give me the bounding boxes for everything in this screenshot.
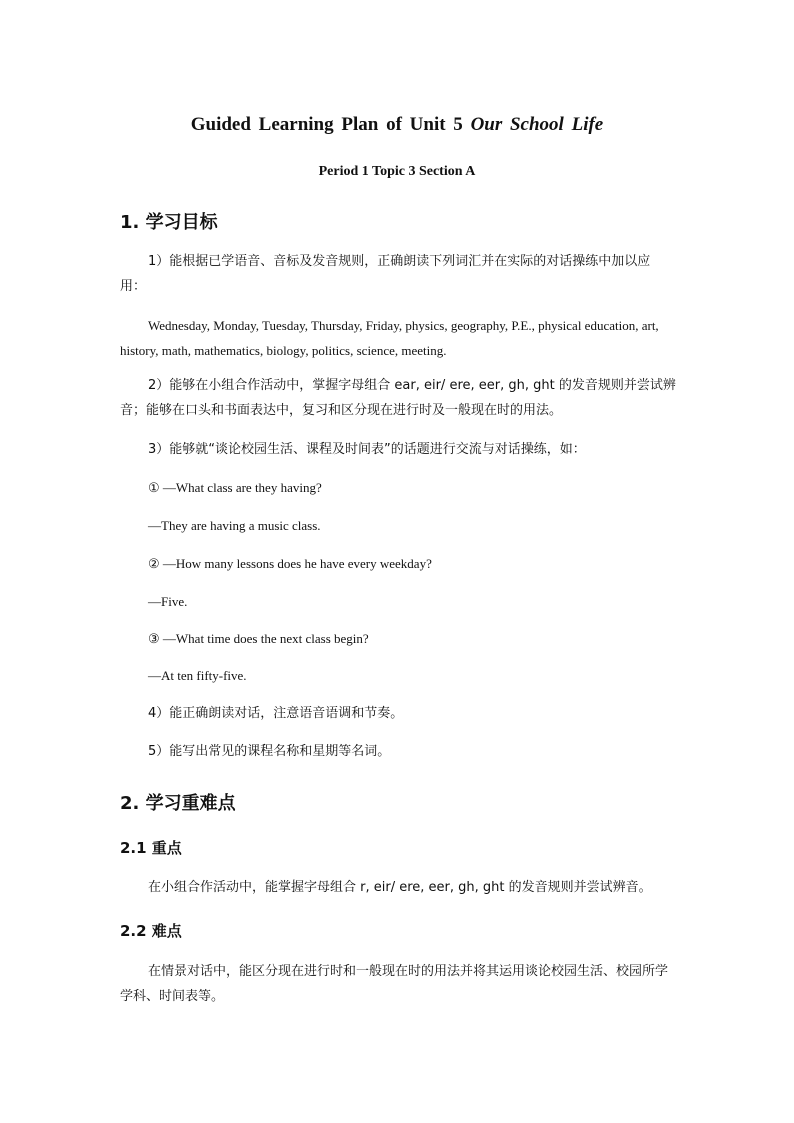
difficult-points-text: 在情景对话中，能区分现在进行时和一般现在时的用法并将其运用谈论校园生活、校园所学学科、时间表等。 <box>120 964 669 1004</box>
dialogue-3-question: ③ —What time does the next class begin? <box>148 631 369 646</box>
dialogue-3-answer: —At ten fifty-five. <box>148 668 247 683</box>
title-main: Guided Learning Plan of Unit 5 <box>190 114 463 135</box>
title-italic: Our School Life <box>470 114 604 135</box>
document-title <box>0 114 794 136</box>
objective-1: 1）能根据已学语音、音标及发音规则，正确朗读下列词汇并在实际的对话操练中加以应用： <box>120 254 651 294</box>
objective-4: 4）能正确朗读对话，注意语音语调和节奏。 <box>148 706 404 721</box>
subsection-2-1-heading: 2.1 重点 <box>120 839 182 857</box>
section-1-heading: 1. 学习目标 <box>120 212 218 233</box>
objective-3: 3）能够就“谈论校园生活、课程及时间表”的话题进行交流与对话操练，如： <box>148 442 586 457</box>
subsection-2-2-heading: 2.2 难点 <box>120 922 182 940</box>
dialogue-2-answer: —Five. <box>148 594 188 609</box>
key-points-text: 在小组合作活动中，能掌握字母组合 r, eir/ ere, eer, gh, ght 的发音规则并尝试辨音。 <box>148 880 652 895</box>
objective-5: 5）能写出常见的课程名称和星期等名词。 <box>148 744 391 759</box>
dialogue-2-question: ② —How many lessons does he have every weekday? <box>148 556 432 571</box>
section-2-heading: 2. 学习重难点 <box>120 793 236 814</box>
objective-2: 2）能够在小组合作活动中，掌握字母组合 ear, eir/ ere, eer, gh, ght 的发音规则并尝试辨音；能够在口头和书面表达中，复习和区分现在进行时及一般现在时的用法。 <box>120 378 676 418</box>
document-subtitle: Period 1 Topic 3 Section A <box>318 164 476 179</box>
vocab-list: Wednesday, Monday, Tuesday, Thursday, Friday, physics, geography, P.E., physical education, art, history, math, mathematics, biology, politics, science, meeting. <box>120 318 659 358</box>
dialogue-1-answer: —They are having a music class. <box>148 518 321 533</box>
dialogue-1-question: ① —What class are they having? <box>148 480 322 495</box>
